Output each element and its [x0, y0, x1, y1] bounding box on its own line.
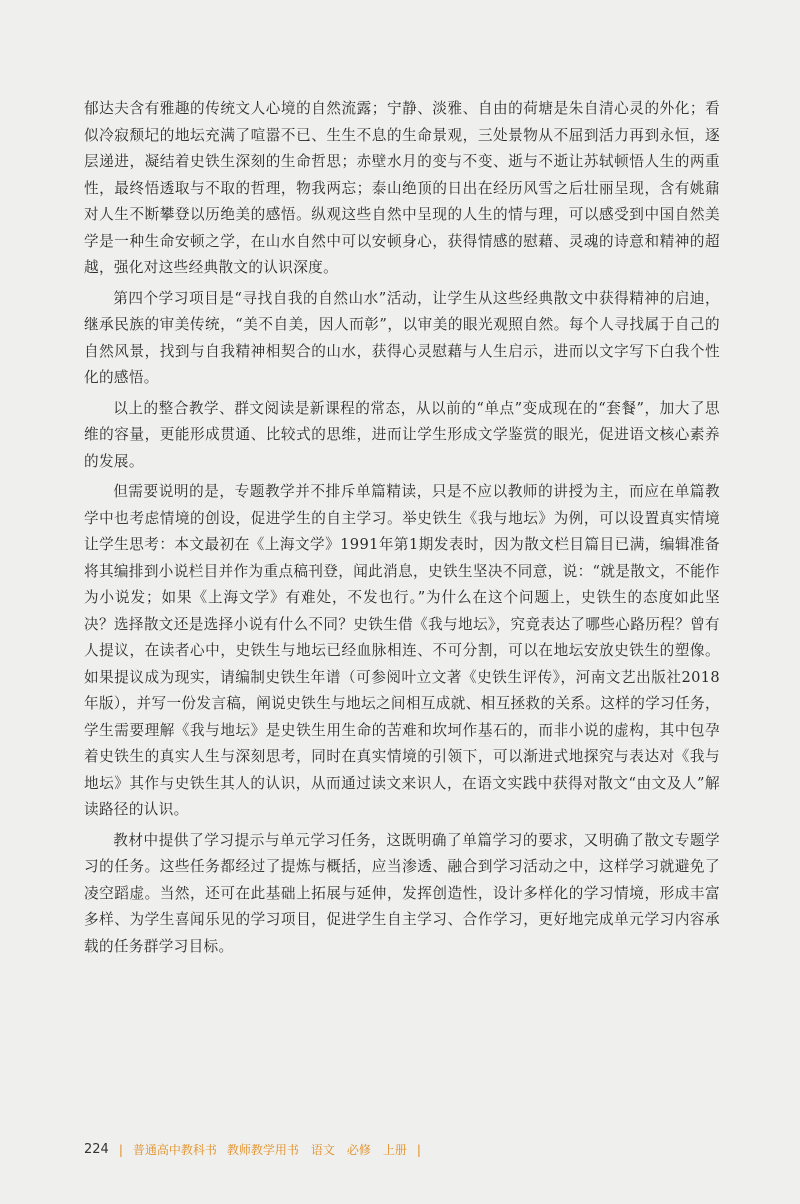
paragraph-continued: 郁达夫含有雅趣的传统文人心境的自然流露；宁静、淡雅、自由的荷塘是朱自清心灵的外化；看似冷寂颓圮的地坛充满了喧嚣不已、生生不息的生命景观，三处景物从不屈到活力再到永恒，逐层递进，凝结着史铁生深刻的生命哲思；赤壁水月的变与不变、逝与不逝让苏轼顿悟人生的两重性，最终悟透取与不取的哲理，物我两忘；泰山绝顶的日出在经历风雪之后壮丽呈现，含有姚鼐对人生不断攀登以历绝美的感悟。纵观这些自然中呈现的人生的情与理，可以感受到中国自然美学是一种生命安顿之学，在山水自然中可以安顿身心，获得情感的慰藉、灵魂的诗意和精神的超越，强化对这些经典散文的认识深度。 — [84, 100, 720, 276]
footer-separator: | — [118, 1142, 123, 1157]
paragraph-single-text-reading: 但需要说明的是，专题教学并不排斥单篇精读，只是不应以教师的讲授为主，而应在单篇教学中也考虑情境的创设，促进学生的自主学习。举史铁生《我与地坛》为例，可以设置真实情境让学生思考：本文最初在《上海文学》1991年第1期发表时，因为散文栏目篇目已满，编辑准备将其编排到小说栏目并作为重点稿刊登，闻此消息，史铁生坚决不同意，说：“就是散文，不能作为小说发；如果《上海文学》有难处，不发也行。”为什么在这个问题上，史铁生的态度如此坚决？选择散文还是选择小说有什么不同？史铁生借《我与地坛》，究竟表达了哪些心路历程？曾有人提议，在读者心中，史铁生与地坛已经血脉相连、不可分割，可以在地坛安放史铁生的塑像。如果提议成为现实，请编制史铁生年谱（可参阅叶立文著《史铁生评传》，河南文艺出版社2018年版），并写一份发言稿，阐说史铁生与地坛之间相互成就、相互拯救的关系。这样的学习任务，学生需要理解《我与地坛》是史铁生用生命的苦难和坎坷作基石的，而非小说的虚构，其中包孕着史铁生的真实人生与深刻思考，同时在真实情境的引领下，可以渐进式地探究与表达对《我与地坛》其作与史铁生其人的认识，从而通过读文来识人，在语文实践中获得对散文“由文及人”解读路径的认识。 — [84, 483, 720, 818]
paragraph-learning-project: 第四个学习项目是“寻找自我的自然山水”活动，让学生从这些经典散文中获得精神的启迪，继承民族的审美传统，“美不自美，因人而彰”，以审美的眼光观照自然。每个人寻找属于自己的自然风景，找到与自我精神相契合的山水，获得心灵慰藉与人生启示，进而以文字写下白我个性化的感悟。 — [84, 289, 720, 386]
paragraph-textbook-tasks: 教材中提供了学习提示与单元学习任务，这既明确了单篇学习的要求，又明确了散文专题学习的任务。这些任务都经过了提炼与概括，应当渗透、融合到学习活动之中，这样学习就避免了凌空蹈虚。当然，还可在此基础上拓展与延伸，发挥创造性，设计多样化的学习情境，形成丰富多样、为学生喜闻乐见的学习项目，促进学生自主学习、合作学习，更好地完成单元学习内容承载的任务群学习目标。 — [84, 831, 720, 955]
book-subtitle: 教师教学用书 语文 必修 上册 — [226, 1143, 407, 1157]
page-footer — [84, 1141, 421, 1158]
body-text — [84, 96, 720, 960]
book-series-title: 普通高中教科书 — [132, 1143, 217, 1157]
page-number: 224 — [84, 1142, 109, 1157]
paragraph-integrated-teaching: 以上的整合教学、群文阅读是新课程的常态，从以前的“单点”变成现在的“套餐”，加大了思维的容量，更能形成贯通、比较式的思维，进而让学生形成文学鉴赏的眼光，促进语文核心素养的发展。 — [84, 399, 720, 470]
footer-end-separator: | — [416, 1142, 421, 1157]
